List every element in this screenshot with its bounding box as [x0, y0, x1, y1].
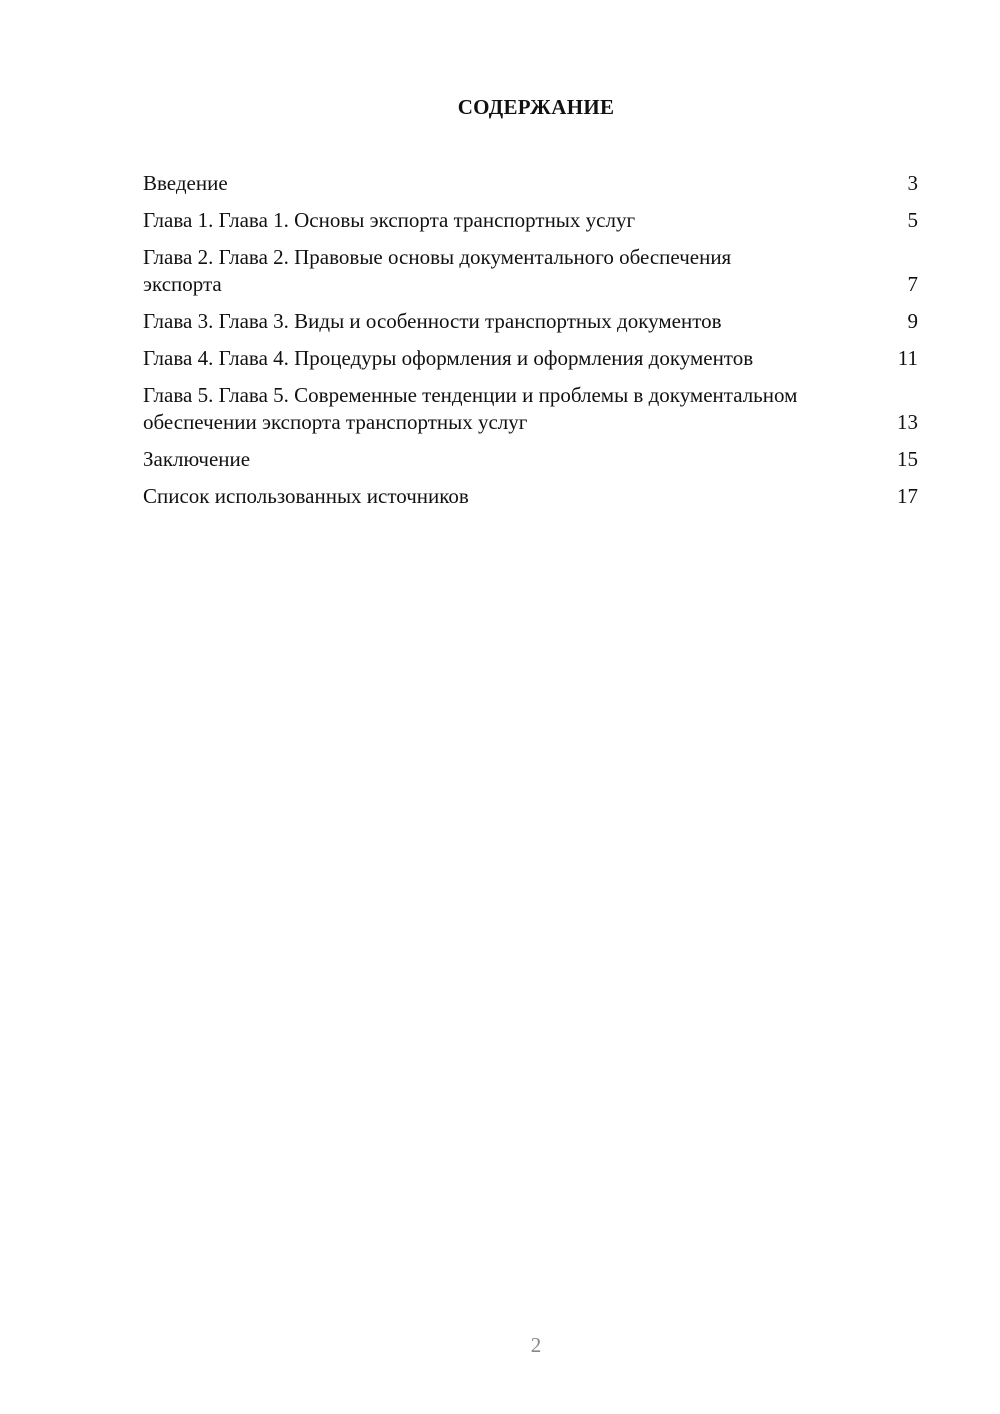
page-number: 2 [530, 1333, 542, 1357]
toc-entry-title: Глава 2. Глава 2. Правовые основы документального обеспечения экспорта [143, 245, 732, 296]
table-of-contents [143, 170, 918, 520]
toc-entry-page: 5 [907, 208, 918, 232]
toc-entry-page: 9 [907, 309, 918, 333]
toc-entry-page: 15 [897, 447, 918, 471]
toc-entry-title: Список использованных источников [143, 484, 469, 508]
toc-entry-title: Заключение [143, 447, 251, 471]
toc-entry-title: Введение [143, 171, 228, 195]
toc-heading: СОДЕРЖАНИЕ [457, 95, 615, 119]
toc-entry-chapter-2[interactable] [143, 244, 918, 298]
toc-entry-chapter-3[interactable] [143, 308, 918, 335]
toc-entry-page: 3 [907, 171, 918, 195]
toc-entry-title: Глава 4. Глава 4. Процедуры оформления и оформления документов [143, 346, 754, 370]
toc-entry-chapter-5[interactable] [143, 382, 918, 436]
toc-entry-references[interactable] [143, 483, 918, 510]
toc-entry-page: 13 [897, 410, 918, 434]
toc-entry-chapter-1[interactable] [143, 207, 918, 234]
toc-entry-chapter-4[interactable] [143, 345, 918, 372]
toc-entry-page: 7 [907, 272, 918, 296]
toc-entry-title: Глава 1. Глава 1. Основы экспорта транспортных услуг [143, 208, 636, 232]
toc-entry-introduction[interactable] [143, 170, 918, 197]
toc-entry-page: 17 [897, 484, 918, 508]
toc-entry-title: Глава 5. Глава 5. Современные тенденции и проблемы в документальном обеспечении экспорта транспортных услуг [143, 383, 798, 434]
toc-entry-conclusion[interactable] [143, 446, 918, 473]
toc-entry-page: 11 [897, 346, 918, 370]
toc-entry-title: Глава 3. Глава 3. Виды и особенности транспортных документов [143, 309, 722, 333]
